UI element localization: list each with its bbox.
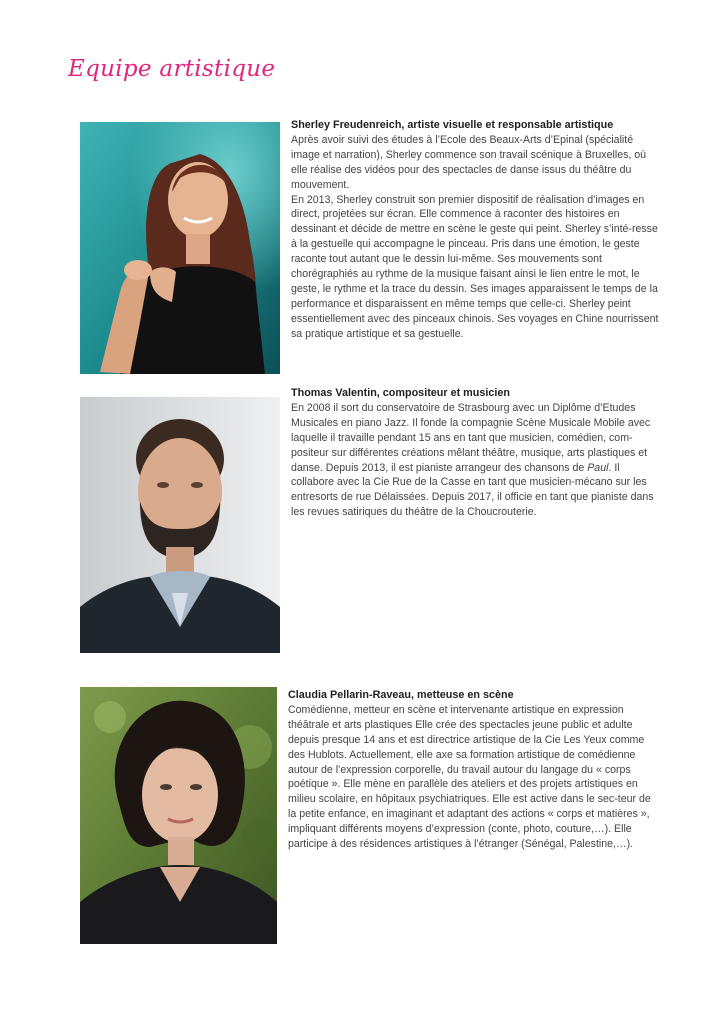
bio-claudia (288, 688, 660, 852)
bio-sherley (291, 118, 659, 342)
portrait-photo-claudia (80, 687, 277, 944)
italic-title: Paul (587, 461, 609, 474)
person-name: Sherley Freudenreich, artiste visuelle et responsable artistique (291, 119, 614, 131)
person-name: Claudia Pellarin-Raveau, metteuse en scène (288, 689, 514, 701)
bio-thomas (291, 386, 659, 520)
person-name: Thomas Valentin, compositeur et musicien (291, 387, 510, 399)
bio-paragraph: Comédienne, metteur en scène et intervenante artistique en expression théâtrale et arts plastiques Elle crée des spectacles jeune public et adulte depuis presque 14 ans et est directrice artistique de la Cie Les Yeux comme des Hublots. Actuellement, elle axe sa formation artistique de comédienne autour de l’expression corporelle, du travail autour du langage du « corps poétique ». Elle mène en parallèle des ateliers et des projets artistiques en milieu scolaire, en hôpitaux psychiatriques. Elle est active dans le sec-teur de la petite enfance, en imaginant et adaptant des actions « corps et matières », impliquant différents moyens d’expression (conte, photo, couture,…). Elle participe à des résidences artistiques à l’étranger (Sénégal, Palestine,…). (288, 703, 651, 851)
portrait-photo-sherley (80, 122, 280, 374)
portrait-photo-thomas (80, 397, 280, 653)
bio-paragraph: En 2008 il sort du conservatoire de Strasbourg avec un Diplôme d’Etudes Musicales en piano Jazz. Il fonde la compagnie Scène Musicale Mobile avec laquelle il travaille pendant 15 ans en tant que musicien, comédien, com-positeur sur différentes créations mêlant théâtre, musique, arts plastiques et danse. Depuis 2013, il est pianiste arrangeur des chansons de Paul. Il collabore avec la Cie Rue de la Casse en tant que musicien-mécano sur les entresorts de rue Délaissées. Depuis 2017, il officie en tant que pianiste dans les revues satiriques du théâtre de la Choucrouterie. (291, 401, 654, 519)
bio-paragraph: Après avoir suivi des études à l’Ecole des Beaux-Arts d’Epinal (spécialité image et narration), Sherley commence son travail scénique à Bruxelles, où elle réalise des vidéos pour des spectacles de danse issus du théâtre du mouvement. (291, 133, 647, 191)
bio-paragraph: En 2013, Sherley construit son premier dispositif de réalisation d’images en direct, projetées sur écran. Elle commence à raconter des histoires en dessinant et décide de mettre en scène le geste qui peint. Sherley s’inté-resse à la gestuelle qui accompagne le pinceau. Pris dans une émotion, le geste raconte tout autant que le dessin lui-même. Ses mouvements sont chorégraphiés au rythme de la musique faisant ainsi le lien entre le mot, le geste, le rythme et la trace du dessin. Ses images apparaissent le temps de la performance et disparaissent en même temps que celle-ci. Sherley peint essentiellement avec des pinceaux chinois. Ses voyages en Chine nourrissent sa pratique artistique et sa gestuelle. (291, 193, 659, 340)
page-title: Equipe artistique (68, 56, 276, 82)
